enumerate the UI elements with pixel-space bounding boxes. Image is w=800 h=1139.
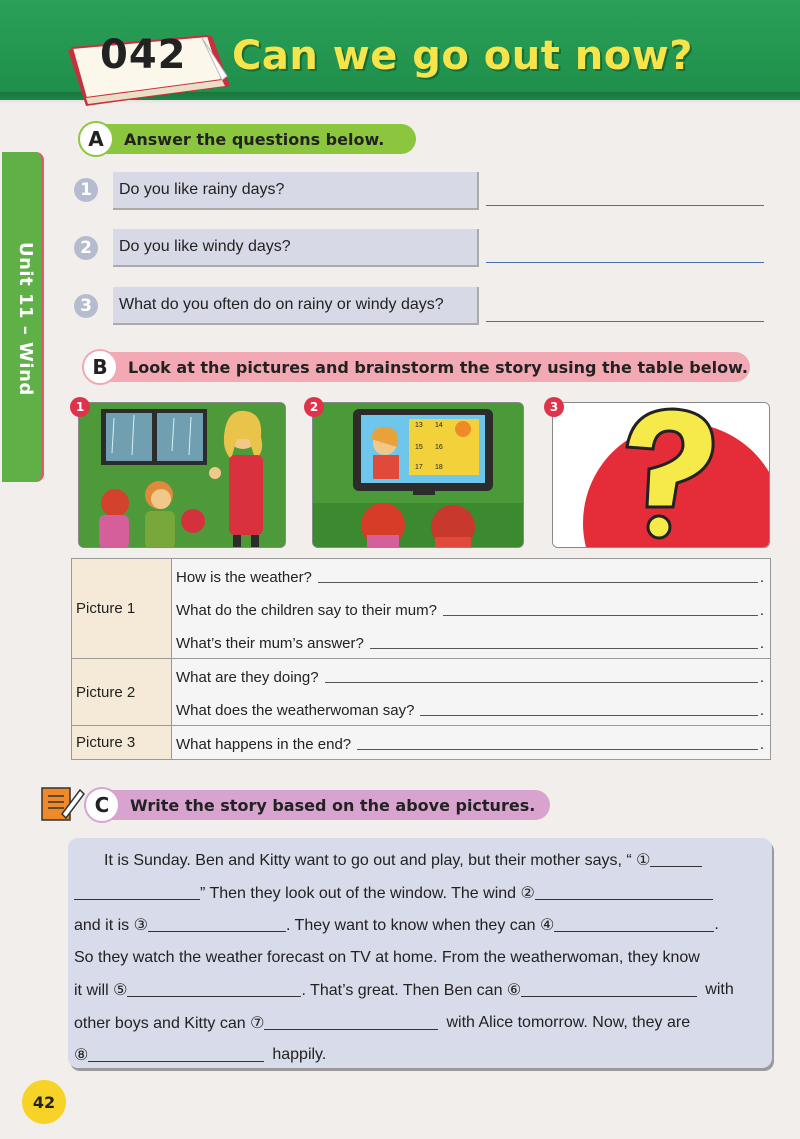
brainstorm-table — [71, 558, 771, 760]
story-blank-7[interactable] — [264, 1016, 438, 1030]
story-line-7 — [74, 1039, 762, 1072]
story-line-6 — [74, 1007, 762, 1040]
table-question — [172, 592, 770, 625]
question-1-text: Do you like rainy days? — [119, 181, 285, 198]
answer-blank[interactable] — [325, 682, 758, 683]
period: . — [759, 669, 764, 686]
tv-label-18: 18 — [435, 464, 443, 471]
question-2-text: Do you like windy days? — [119, 238, 291, 255]
section-a-letter: A — [78, 121, 114, 157]
story-text: ” Then they look out of the window. The wind ② — [200, 884, 535, 902]
unit-side-tab — [2, 152, 44, 482]
row-label: Picture 2 — [72, 659, 172, 726]
question-3-text: What do you often do on rainy or windy days? — [119, 296, 444, 313]
family-illustration — [79, 403, 286, 548]
picture-1-number: 1 — [70, 397, 90, 417]
question-text: What happens in the end? — [176, 736, 352, 753]
tv-label-14: 14 — [435, 422, 443, 429]
story-blank-6[interactable] — [521, 983, 697, 997]
story-blank-1[interactable] — [650, 853, 702, 867]
story-text: and it is ③ — [74, 917, 148, 935]
story-blank-4[interactable] — [554, 918, 714, 932]
tv-label-16: 16 — [435, 444, 443, 451]
answer-blank[interactable] — [420, 715, 757, 716]
tv-label-13: 13 — [415, 422, 423, 429]
section-a-header — [80, 124, 416, 154]
period: . — [759, 702, 764, 719]
table-question — [172, 659, 770, 692]
question-text: How is the weather? — [176, 569, 312, 586]
period: . — [759, 635, 764, 652]
story-text: other boys and Kitty can ⑦ — [74, 1014, 265, 1032]
question-mark-illustration — [553, 403, 770, 548]
tv-weather-illustration — [313, 403, 524, 548]
story-text: So they watch the weather forecast on TV at home. From the weatherwoman, they know — [74, 948, 700, 966]
story-text: ⑧ — [74, 1047, 89, 1065]
row-questions — [172, 726, 771, 760]
answer-blank[interactable] — [318, 582, 758, 583]
table-row — [72, 659, 771, 726]
table-question — [172, 692, 770, 725]
story-blank-3[interactable] — [148, 918, 286, 932]
answer-blank[interactable] — [443, 615, 758, 616]
lesson-number: 042 — [100, 32, 187, 78]
row-label: Picture 1 — [72, 559, 172, 659]
story-text: . That’s great. Then Ben can ⑥ — [301, 982, 522, 1000]
answer-blank[interactable] — [357, 749, 758, 750]
table-row — [72, 726, 771, 760]
pencil-notebook-icon — [40, 784, 86, 824]
question-text: What are they doing? — [176, 669, 319, 686]
table-question — [172, 726, 770, 759]
question-text: What do the children say to their mum? — [176, 602, 437, 619]
story-box — [68, 838, 772, 1068]
picture-2-number: 2 — [304, 397, 324, 417]
story-blank-8[interactable] — [88, 1048, 264, 1062]
table-question — [172, 559, 770, 592]
period: . — [759, 736, 764, 753]
story-blank-5[interactable] — [127, 983, 301, 997]
story-text: . They want to know when they can ④ — [285, 917, 555, 935]
row-questions — [172, 559, 771, 659]
picture-3 — [552, 402, 770, 548]
page-title: Can we go out now? — [232, 33, 693, 79]
period: . — [759, 602, 764, 619]
question-text: What’s their mum’s answer? — [176, 635, 364, 652]
unit-label: Unit 11 – Wind — [15, 242, 36, 396]
answer-blank[interactable] — [370, 648, 758, 649]
story-line-2 — [74, 877, 762, 910]
page-number: 42 — [22, 1080, 66, 1124]
question-1-number: 1 — [74, 178, 98, 202]
story-text: . — [714, 916, 719, 934]
story-text: It is Sunday. Ben and Kitty want to go out and play, but their mother says, “ ① — [104, 852, 651, 870]
question-3-number: 3 — [74, 294, 98, 318]
answer-line-1[interactable] — [486, 205, 764, 206]
section-b-header — [84, 352, 750, 382]
picture-2 — [312, 402, 524, 548]
row-label: Picture 3 — [72, 726, 172, 760]
row-questions — [172, 659, 771, 726]
story-line-5 — [74, 974, 762, 1007]
tv-label-15: 15 — [415, 444, 423, 451]
question-2-number: 2 — [74, 236, 98, 260]
picture-1 — [78, 402, 286, 548]
answer-line-3[interactable] — [486, 321, 764, 322]
story-text: it will ⑤ — [74, 982, 128, 1000]
story-text: happily. — [272, 1046, 327, 1064]
answer-line-2[interactable] — [486, 262, 764, 263]
question-2-box — [113, 229, 479, 267]
story-blank-2[interactable] — [535, 886, 713, 900]
story-line-4 — [74, 942, 762, 975]
story-text: with — [705, 981, 734, 999]
story-line-3 — [74, 909, 762, 942]
section-c-title: Write the story based on the above pictures. — [130, 795, 536, 815]
table-question — [172, 625, 770, 658]
section-b-letter: B — [82, 349, 118, 385]
story-line-1 — [74, 844, 762, 877]
question-1-box — [113, 172, 479, 210]
story-text: with Alice tomorrow. Now, they are — [446, 1013, 691, 1031]
section-c-letter: C — [84, 787, 120, 823]
story-blank-1-cont[interactable] — [74, 886, 200, 900]
period: . — [759, 569, 764, 586]
section-a-title: Answer the questions below. — [124, 129, 385, 149]
question-3-box — [113, 287, 479, 325]
table-row — [72, 559, 771, 659]
tv-label-17: 17 — [415, 464, 423, 471]
section-c-header — [86, 790, 550, 820]
picture-3-number: 3 — [544, 397, 564, 417]
section-b-title: Look at the pictures and brainstorm the story using the table below. — [128, 357, 748, 377]
question-text: What does the weatherwoman say? — [176, 702, 415, 719]
